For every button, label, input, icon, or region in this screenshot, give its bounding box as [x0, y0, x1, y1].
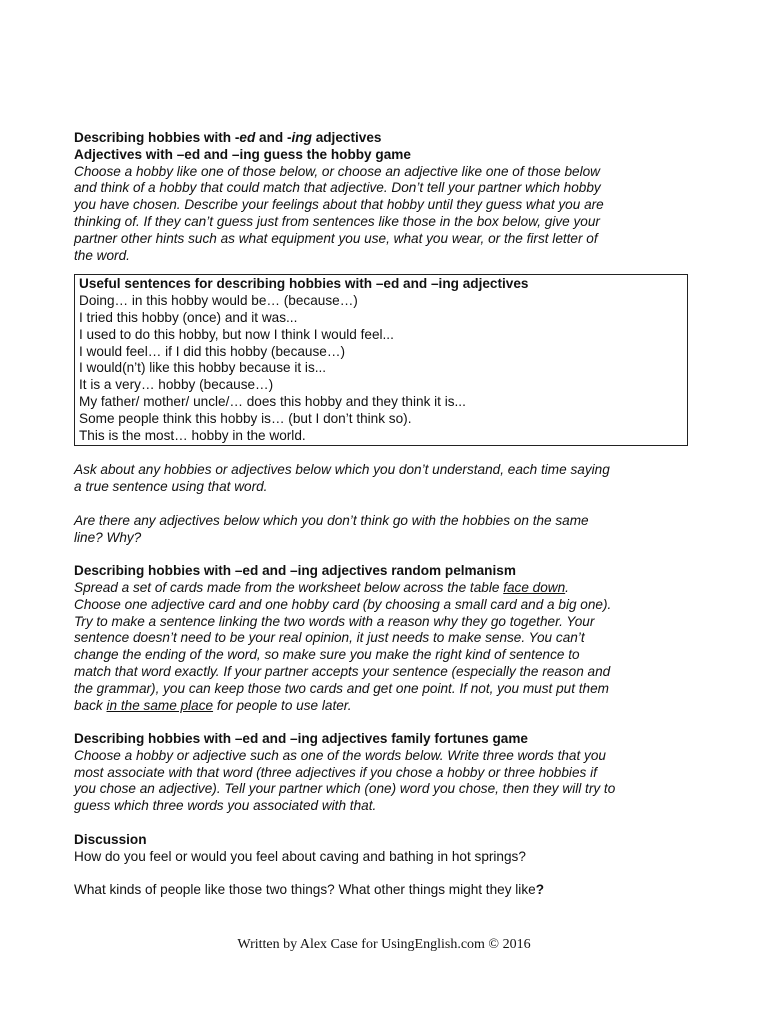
box-title: Useful sentences for describing hobbies with –ed and –ing adjectives	[79, 276, 529, 292]
ask-paragraph	[74, 462, 694, 496]
text-line: you have chosen. Describe your feelings about that hobby until they guess what you are	[74, 197, 604, 213]
text-line	[74, 698, 694, 715]
guess-game-instructions	[74, 164, 694, 265]
box-line: It is a very… hobby (because…)	[79, 377, 274, 393]
footer-credit: Written by Alex Case for UsingEnglish.com © 2016	[237, 937, 531, 952]
text-line: Are there any adjectives below which you don’t think go with the hobbies on the same	[74, 512, 589, 528]
useful-sentences-box	[74, 274, 688, 446]
box-line: I would(n’t) like this hobby because it is...	[79, 360, 327, 376]
worksheet	[74, 130, 694, 899]
discussion-question: How do you feel or would you feel about caving and bathing in hot springs?	[74, 848, 526, 864]
section-title	[74, 130, 694, 147]
text-span: What kinds of people like those two things? What other things might they like	[74, 882, 536, 898]
text-line: Choose one adjective card and one hobby card (by choosing a small card and a big one).	[74, 596, 612, 612]
text-span: for people to use later.	[213, 697, 352, 713]
text-line: you chose an adjective). Tell your partner which (one) word you chose, then they will try to	[74, 781, 616, 797]
title-part: Describing hobbies with -	[74, 130, 240, 145]
text-line	[74, 580, 694, 597]
family-fortunes-title: Describing hobbies with –ed and –ing adjectives family fortunes game	[74, 731, 528, 747]
guess-game-title: Adjectives with –ed and –ing guess the hobby game	[74, 146, 411, 162]
text-line: Choose a hobby like one of those below, or choose an adjective like one of those below	[74, 163, 600, 179]
are-paragraph	[74, 513, 694, 547]
text-line: a true sentence using that word.	[74, 479, 268, 495]
box-line: This is the most… hobby in the world.	[79, 427, 306, 443]
text-line: Choose a hobby or adjective such as one of the words below. Write three words that you	[74, 747, 606, 763]
pelmanism-instructions	[74, 580, 694, 714]
title-part: ing	[291, 130, 312, 145]
text-line: Ask about any hobbies or adjectives below which you don’t understand, each time saying	[74, 462, 610, 478]
family-fortunes-instructions	[74, 748, 694, 815]
text-line: line? Why?	[74, 529, 142, 545]
title-part: ed	[239, 130, 256, 145]
underlined-text: face down	[503, 579, 566, 595]
text-line: match that word exactly. If your partner accepts your sentence (especially the reason and	[74, 663, 611, 679]
discussion-question	[74, 882, 694, 899]
text-line: and think of a hobby that could match that adjective. Don’t tell your partner which hobby	[74, 180, 601, 196]
text-line: partner other hints such as what equipment you use, what you wear, or the first letter of	[74, 230, 598, 246]
underlined-text: in the same place	[106, 697, 214, 713]
title-part: and -	[255, 130, 292, 145]
text-span: Spread a set of cards made from the worksheet below across the table	[74, 579, 504, 595]
pelmanism-title: Describing hobbies with –ed and –ing adjectives random pelmanism	[74, 563, 516, 579]
text-line: thinking of. If they can’t guess just from sentences like those in the box below, give your	[74, 213, 600, 229]
box-line: I used to do this hobby, but now I think I would feel...	[79, 326, 394, 342]
text-line: most associate with that word (three adjectives if you chose a hobby or three hobbies if	[74, 764, 597, 780]
text-line: the grammar), you can keep those two cards and get one point. If not, you must put them	[74, 680, 609, 696]
text-span: .	[565, 579, 569, 595]
question-mark: ?	[535, 882, 544, 898]
text-line: sentence doesn’t need to be your real opinion, it just needs to make sense. You can’t	[74, 630, 585, 646]
text-span: back	[74, 697, 107, 713]
box-line: Doing… in this hobby would be… (because…)	[79, 293, 358, 309]
text-line: Try to make a sentence linking the two words with a reason why they go together. Your	[74, 613, 595, 629]
text-line: change the ending of the word, so make sure you make the right kind of sentence to	[74, 647, 580, 663]
box-line: My father/ mother/ uncle/… does this hobby and they think it is...	[79, 393, 466, 409]
box-line: Some people think this hobby is… (but I don’t think so).	[79, 410, 412, 426]
text-line: guess which three words you associated with that.	[74, 798, 377, 814]
discussion-title: Discussion	[74, 831, 147, 847]
title-part: adjectives	[311, 130, 382, 145]
box-line: I tried this hobby (once) and it was...	[79, 309, 298, 325]
box-line: I would feel… if I did this hobby (because…)	[79, 343, 345, 359]
text-line: the word.	[74, 247, 130, 263]
